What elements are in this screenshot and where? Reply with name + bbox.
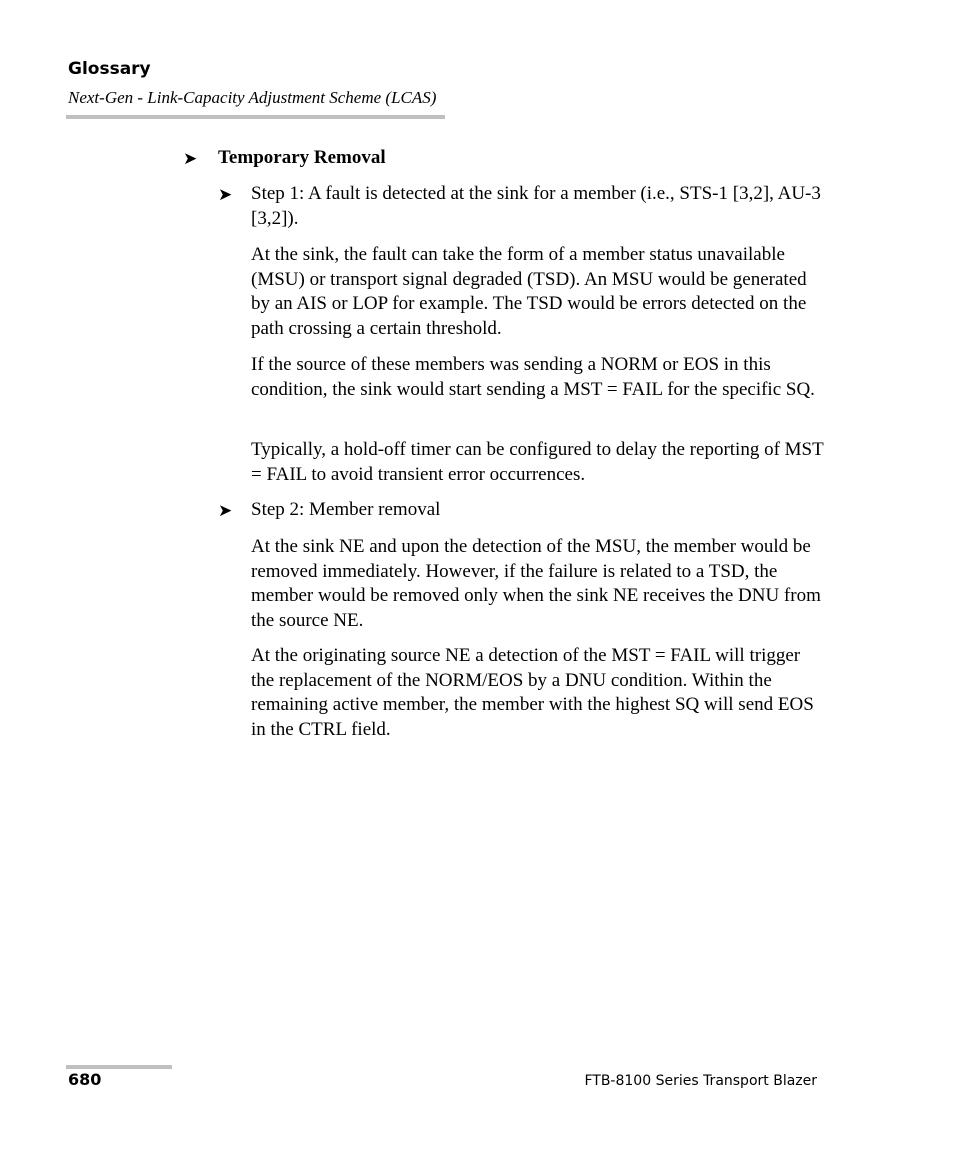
arrow-bullet-icon: ➤: [218, 185, 233, 205]
step-label: Step 1: A fault is detected at the sink for a member (i.e., STS-1 [3,2], AU-3 [3,2]).: [251, 183, 821, 229]
page-title: Glossary: [68, 59, 151, 79]
step-paragraph: At the originating source NE a detection of the MST = FAIL will trigger the replacement of the NORM/EOS by a DNU condition. Within the remaining active member, the member with the highest SQ will send EOS in the CTRL field.: [251, 645, 814, 740]
section-heading: Temporary Removal: [218, 147, 386, 168]
step-paragraph: Typically, a hold-off timer can be configured to delay the reporting of MST = FAIL to avoid transient error occurrences.: [251, 439, 824, 485]
step-paragraph: If the source of these members was sending a NORM or EOS in this condition, the sink would start sending a MST = FAIL for the specific SQ.: [251, 354, 815, 400]
page-subtitle: Next-Gen - Link-Capacity Adjustment Scheme (LCAS): [68, 88, 437, 107]
page-number: 680: [68, 1070, 102, 1089]
arrow-bullet-icon: ➤: [183, 149, 198, 169]
product-name: FTB-8100 Series Transport Blazer: [584, 1073, 817, 1089]
arrow-bullet-icon: ➤: [218, 501, 233, 521]
header-divider: [66, 115, 445, 119]
footer-divider: [66, 1065, 172, 1069]
step-label: Step 2: Member removal: [251, 499, 441, 520]
step-paragraph: At the sink NE and upon the detection of the MSU, the member would be removed immediately. However, if the failure is related to a TSD, the member would be removed only when the sink NE receives the DNU from the source NE.: [251, 536, 821, 631]
step-paragraph: At the sink, the fault can take the form of a member status unavailable (MSU) or transport signal degraded (TSD). An MSU would be generated by an AIS or LOP for example. The TSD would be errors detected on the path crossing a certain threshold.: [251, 244, 807, 339]
